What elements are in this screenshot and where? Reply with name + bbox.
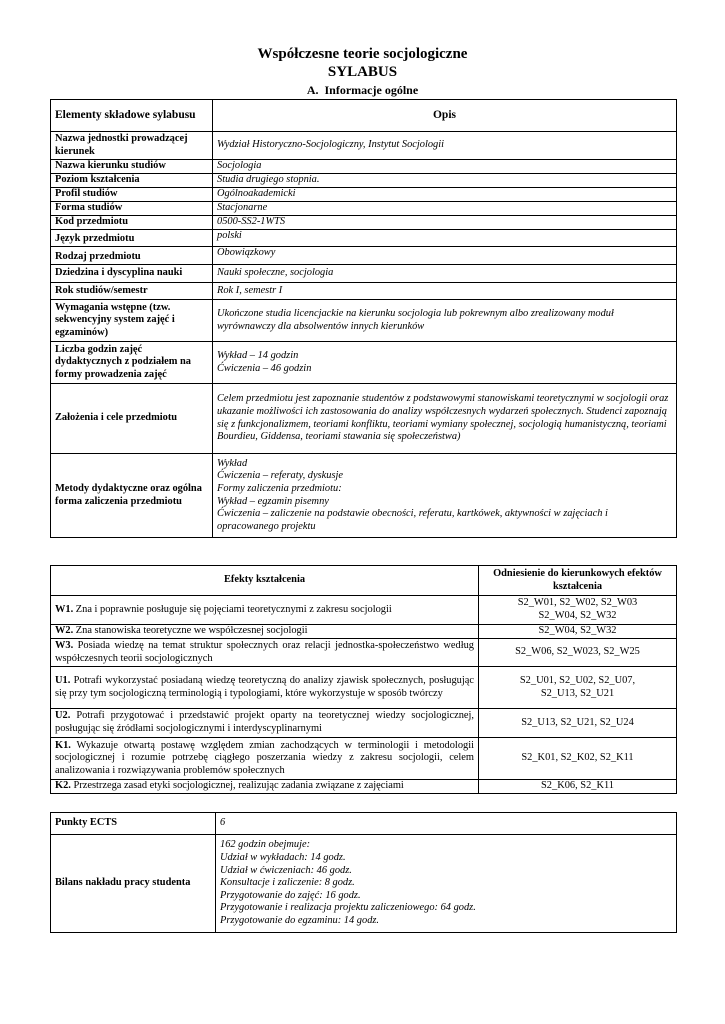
row-label: Założenia i cele przedmiotu — [51, 384, 213, 454]
row-label: Poziom kształcenia — [51, 174, 213, 188]
document-title: Współczesne teorie socjologiczne — [257, 46, 468, 62]
outcome-text: W2. Zna stanowiska teoretyczne we współczesnej socjologii — [51, 625, 479, 639]
column-header: Opis — [213, 100, 677, 132]
document-subtitle: SYLABUS — [327, 64, 398, 80]
ects-label: Punkty ECTS — [51, 813, 216, 835]
row-label: Rodzaj przedmiotu — [51, 247, 213, 265]
value-line: Formy zaliczenia przedmiotu: — [217, 482, 342, 494]
table-row — [51, 596, 677, 625]
row-label: Metody dydaktyczne oraz ogólna forma zaliczenia przedmiotu — [51, 454, 213, 538]
row-value: Wydział Historyczno-Socjologiczny, Instytut Socjologii — [213, 132, 677, 160]
outcome-code: U2. — [55, 710, 71, 722]
outcome-refs: S2_W06, S2_W023, S2_W25 — [479, 639, 677, 667]
row-label: Język przedmiotu — [51, 230, 213, 247]
table-row — [51, 188, 677, 202]
workload-details: 162 godzin obejmuje: Udział w wykładach: 14 godz. Udział w ćwiczeniach: 46 godz. Konsultacje i zaliczenie: 8 godz. Przygotowanie do zajęć: 16 godz. Przygotowanie i realizacja projektu zaliczeniowego: 64 godz. Przygotowanie do egzaminu: 14 godz. — [216, 835, 677, 933]
table-row — [51, 835, 677, 933]
row-value: 0500-SS2-1WTS — [213, 216, 677, 230]
ects-value: 6 — [216, 813, 677, 835]
table-row — [51, 342, 677, 384]
row-value: Rok I, semestr I — [213, 283, 677, 300]
table-row — [51, 625, 677, 639]
table-row — [51, 216, 677, 230]
row-value: Celem przedmiotu jest zapoznanie studentów z podstawowymi stanowiskami teoretycznymi w socjologii oraz ukazanie możliwości ich zastosowania do analizy współczesnych wydarzeń społecznych. Studenci zapoznają się z funkcjonalizmem, teoriami konfliktu, teoriami wymiany społecznej, socjologią humanistyczną, teoriami Bourdieu, Giddensa, teoriami stawania się społeczeństwa) — [213, 384, 677, 454]
row-value — [213, 454, 677, 538]
table-row — [51, 667, 677, 709]
table-row — [51, 283, 677, 300]
outcome-code: W3. — [55, 639, 74, 651]
value-line: Wykład – egzamin pisemny — [217, 495, 329, 507]
row-label: Rok studiów/semestr — [51, 283, 213, 300]
table-row — [51, 202, 677, 216]
column-header: Odniesienie do kierunkowych efektów kształcenia — [479, 566, 677, 596]
table-row — [51, 454, 677, 538]
table-row — [51, 230, 677, 247]
outcome-code: W2. — [55, 625, 74, 637]
row-value: polski — [213, 230, 677, 247]
row-label: Dziedzina i dyscyplina nauki — [51, 265, 213, 283]
table-header-row — [51, 566, 677, 596]
outcome-text: U2. Potrafi przygotować i przedstawić projekt oparty na teoretycznej wiedzy socjologicznej, posługując się źródłami socjologicznymi i interdyscyplinarnymi — [51, 709, 479, 738]
row-value: Studia drugiego stopnia. — [213, 174, 677, 188]
row-label: Wymagania wstępne (tzw. sekwencyjny system zajęć i egzaminów) — [51, 300, 213, 342]
outcome-text: U1. Potrafi wykorzystać posiadaną wiedzę teoretyczną do analizy zjawisk społecznych, posługując się przy tym socjologiczną terminologią i typologiami, które wykorzystuje w sposób twórczy — [51, 667, 479, 709]
outcome-code: U1. — [55, 674, 71, 686]
table-row — [51, 813, 677, 835]
outcome-code: K2. — [55, 780, 71, 792]
outcome-text: K1. Wykazuje otwartą postawę względem zmian zachodzących w terminologii i metodologii socjologicznej i rozumie potrzebę ciągłego poszerzania wiedzy z zakresu socjologii, celem analizowania i rozwiązywania problemów społecznych — [51, 738, 479, 780]
table-row — [51, 174, 677, 188]
ects-table — [50, 812, 677, 933]
outcome-refs: S2_K06, S2_K11 — [479, 780, 677, 794]
table-row — [51, 780, 677, 794]
row-value: Ogólnoakademicki — [213, 188, 677, 202]
row-value: Nauki społeczne, socjologia — [213, 265, 677, 283]
column-header: Elementy składowe sylabusu — [51, 100, 213, 132]
table-row — [51, 738, 677, 780]
table-row — [51, 709, 677, 738]
table-row — [51, 160, 677, 174]
outcome-text: W1. Zna i poprawnie posługuje się pojęciami teoretycznymi z zakresu socjologii — [51, 596, 479, 625]
table-row — [51, 300, 677, 342]
table-row — [51, 247, 677, 265]
value-line: Wykład — [217, 457, 248, 469]
table-row — [51, 639, 677, 667]
row-label: Liczba godzin zajęć dydaktycznych z podziałem na formy prowadzenia zajęć — [51, 342, 213, 384]
table-row — [51, 265, 677, 283]
outcome-text: W3. Posiada wiedzę na temat struktur społecznych oraz relacji jednostka-społeczeństwo według współczesnych teorii socjologicznych — [51, 639, 479, 667]
row-value: Socjologia — [213, 160, 677, 174]
general-info-table — [50, 99, 677, 538]
row-label: Nazwa kierunku studiów — [51, 160, 213, 174]
outcome-refs: S2_W04, S2_W32 — [479, 625, 677, 639]
table-row — [51, 132, 677, 160]
column-header: Efekty kształcenia — [51, 566, 479, 596]
row-label: Nazwa jednostki prowadzącej kierunek — [51, 132, 213, 160]
value-line: Ćwiczenia – zaliczenie na podstawie obecności, referatu, kartkówek, aktywności w zajęciach i opracowanego projektu — [217, 508, 608, 532]
row-value — [213, 342, 677, 384]
row-value: Ukończone studia licencjackie na kierunku socjologia lub pokrewnym albo zrealizowany moduł wyrównawczy dla absolwentów innych kierunków — [213, 300, 677, 342]
outcome-refs: S2_K01, S2_K02, S2_K11 — [479, 738, 677, 780]
outcome-code: K1. — [55, 739, 71, 751]
row-label: Profil studiów — [51, 188, 213, 202]
table-header-row — [51, 100, 677, 132]
value-line: Ćwiczenia – 46 godzin — [217, 362, 312, 374]
outcome-code: W1. — [55, 603, 74, 615]
section-heading: A. Informacje ogólne — [306, 83, 419, 97]
row-value: Obowiązkowy — [213, 247, 677, 265]
workload-label: Bilans nakładu pracy studenta — [51, 835, 216, 933]
value-line: Wykład – 14 godzin — [217, 349, 299, 361]
row-label: Kod przedmiotu — [51, 216, 213, 230]
outcome-refs: S2_U01, S2_U02, S2_U07, S2_U13, S2_U21 — [479, 667, 677, 709]
table-row — [51, 384, 677, 454]
outcome-text: K2. Przestrzega zasad etyki socjologicznej, realizując zadania związane z zajęciami — [51, 780, 479, 794]
outcomes-table — [50, 565, 677, 794]
value-line: Ćwiczenia – referaty, dyskusje — [217, 470, 344, 482]
outcome-refs: S2_W01, S2_W02, S2_W03 S2_W04, S2_W32 — [479, 596, 677, 625]
outcome-refs: S2_U13, S2_U21, S2_U24 — [479, 709, 677, 738]
row-label: Forma studiów — [51, 202, 213, 216]
row-value: Stacjonarne — [213, 202, 677, 216]
